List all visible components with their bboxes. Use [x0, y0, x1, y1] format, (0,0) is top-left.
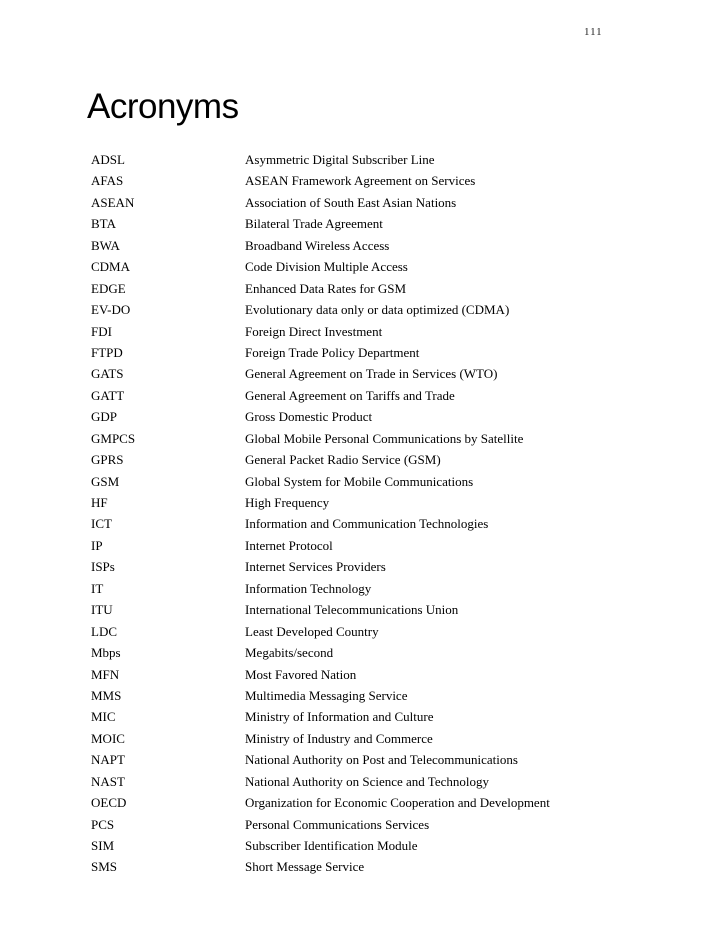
acronym-abbreviation: ISPs — [91, 559, 115, 575]
acronym-row — [91, 642, 651, 663]
acronym-row — [91, 728, 651, 749]
acronym-abbreviation: CDMA — [91, 259, 131, 275]
acronym-row — [91, 599, 651, 620]
acronym-definition: Global System for Mobile Communications — [245, 473, 474, 489]
acronym-definition: Least Developed Country — [245, 623, 379, 639]
acronym-definition: Ministry of Information and Culture — [245, 709, 434, 725]
acronym-row — [91, 792, 651, 813]
acronym-definition: Internet Protocol — [245, 537, 333, 553]
acronym-abbreviation: NAST — [91, 773, 125, 789]
acronym-abbreviation: GMPCS — [91, 430, 136, 446]
acronym-definition: Information Technology — [245, 580, 372, 596]
acronym-definition: Ministry of Industry and Commerce — [245, 730, 433, 746]
acronym-definition: National Authority on Post and Telecommunications — [245, 752, 518, 768]
acronym-definition: General Agreement on Trade in Services (WTO) — [245, 366, 498, 382]
acronym-row — [91, 235, 651, 256]
acronym-definition: Gross Domestic Product — [245, 409, 373, 425]
page-number: 111 — [584, 26, 603, 38]
acronym-abbreviation: ITU — [91, 602, 113, 618]
acronym-abbreviation: ASEAN — [91, 194, 135, 210]
acronym-definition: Most Favored Nation — [245, 666, 357, 682]
acronym-abbreviation: BTA — [91, 216, 116, 232]
acronym-abbreviation: IT — [91, 580, 104, 596]
acronym-definition: Short Message Service — [245, 859, 365, 875]
acronym-row — [91, 192, 651, 213]
acronym-row — [91, 835, 651, 856]
acronym-abbreviation: NAPT — [91, 752, 125, 768]
acronym-definition: Evolutionary data only or data optimized (CDMA) — [245, 302, 510, 318]
acronym-row — [91, 664, 651, 685]
acronym-row — [91, 578, 651, 599]
acronym-abbreviation: MFN — [91, 666, 120, 682]
acronym-definition: International Telecommunications Union — [245, 602, 459, 618]
acronym-row — [91, 342, 651, 363]
acronym-abbreviation: EDGE — [91, 280, 126, 296]
acronym-abbreviation: AFAS — [91, 173, 124, 189]
acronym-abbreviation: EV-DO — [91, 302, 131, 318]
acronym-abbreviation: HF — [91, 495, 108, 510]
acronym-abbreviation: FTPD — [91, 344, 123, 360]
acronym-abbreviation: GATT — [91, 387, 125, 403]
acronym-row — [91, 213, 651, 234]
acronym-row — [91, 621, 651, 642]
page-title: Acronyms — [87, 87, 239, 126]
acronym-abbreviation: OECD — [91, 795, 127, 811]
acronym-table — [91, 149, 651, 878]
acronym-abbreviation: FDI — [91, 323, 112, 339]
acronym-abbreviation: GDP — [91, 409, 118, 425]
acronym-row — [91, 771, 651, 792]
acronym-row — [91, 363, 651, 384]
acronym-abbreviation: SIM — [91, 838, 115, 853]
acronym-row — [91, 535, 651, 556]
acronym-abbreviation: Mbps — [91, 645, 121, 661]
acronym-abbreviation: ICT — [91, 516, 112, 532]
acronym-definition: Internet Services Providers — [245, 559, 386, 575]
acronym-definition: Asymmetric Digital Subscriber Line — [245, 152, 435, 167]
acronym-row — [91, 406, 651, 427]
acronym-row — [91, 556, 651, 577]
acronym-row — [91, 856, 651, 877]
acronym-row — [91, 471, 651, 492]
acronym-row — [91, 706, 651, 727]
acronym-row — [91, 256, 651, 277]
acronym-definition: Global Mobile Personal Communications by Satellite — [245, 430, 524, 446]
acronym-row — [91, 428, 651, 449]
acronym-definition: General Agreement on Tariffs and Trade — [245, 387, 455, 403]
acronym-abbreviation: LDC — [91, 623, 117, 639]
acronym-row — [91, 278, 651, 299]
acronym-abbreviation: BWA — [91, 237, 120, 253]
acronym-definition: High Frequency — [245, 495, 330, 510]
acronym-definition: Enhanced Data Rates for GSM — [245, 280, 407, 296]
acronym-definition: National Authority on Science and Technology — [245, 773, 489, 789]
acronym-definition: Megabits/second — [245, 645, 334, 661]
acronym-definition: Foreign Direct Investment — [245, 323, 383, 339]
acronym-abbreviation: PCS — [91, 816, 115, 832]
acronym-definition: Subscriber Identification Module — [245, 838, 418, 853]
acronym-definition: General Packet Radio Service (GSM) — [245, 452, 441, 468]
acronym-row — [91, 685, 651, 706]
acronym-definition: Association of South East Asian Nations — [245, 194, 457, 210]
acronym-abbreviation: GATS — [91, 366, 124, 382]
acronym-abbreviation: MOIC — [91, 730, 125, 746]
acronym-definition: Multimedia Messaging Service — [245, 687, 408, 703]
acronym-definition: Information and Communication Technologies — [245, 516, 489, 532]
acronym-definition: ASEAN Framework Agreement on Services — [245, 173, 476, 189]
acronym-definition: Foreign Trade Policy Department — [245, 344, 420, 360]
acronym-definition: Personal Communications Services — [245, 816, 430, 832]
acronym-row — [91, 492, 651, 513]
acronym-row — [91, 513, 651, 534]
acronym-row — [91, 814, 651, 835]
acronym-abbreviation: GSM — [91, 473, 120, 489]
acronym-abbreviation: MMS — [91, 687, 122, 703]
acronym-abbreviation: IP — [91, 537, 103, 553]
acronym-row — [91, 749, 651, 770]
acronym-definition: Organization for Economic Cooperation and Development — [245, 795, 550, 811]
acronym-row — [91, 449, 651, 470]
acronym-row — [91, 299, 651, 320]
acronym-row — [91, 385, 651, 406]
acronym-abbreviation: MIC — [91, 709, 116, 725]
acronym-definition: Broadband Wireless Access — [245, 237, 390, 253]
acronym-row — [91, 321, 651, 342]
acronym-abbreviation: ADSL — [91, 152, 125, 167]
acronym-definition: Code Division Multiple Access — [245, 259, 408, 275]
acronym-row — [91, 149, 651, 170]
acronym-abbreviation: GPRS — [91, 452, 124, 468]
acronym-row — [91, 170, 651, 191]
acronym-definition: Bilateral Trade Agreement — [245, 216, 383, 232]
acronym-abbreviation: SMS — [91, 859, 118, 875]
